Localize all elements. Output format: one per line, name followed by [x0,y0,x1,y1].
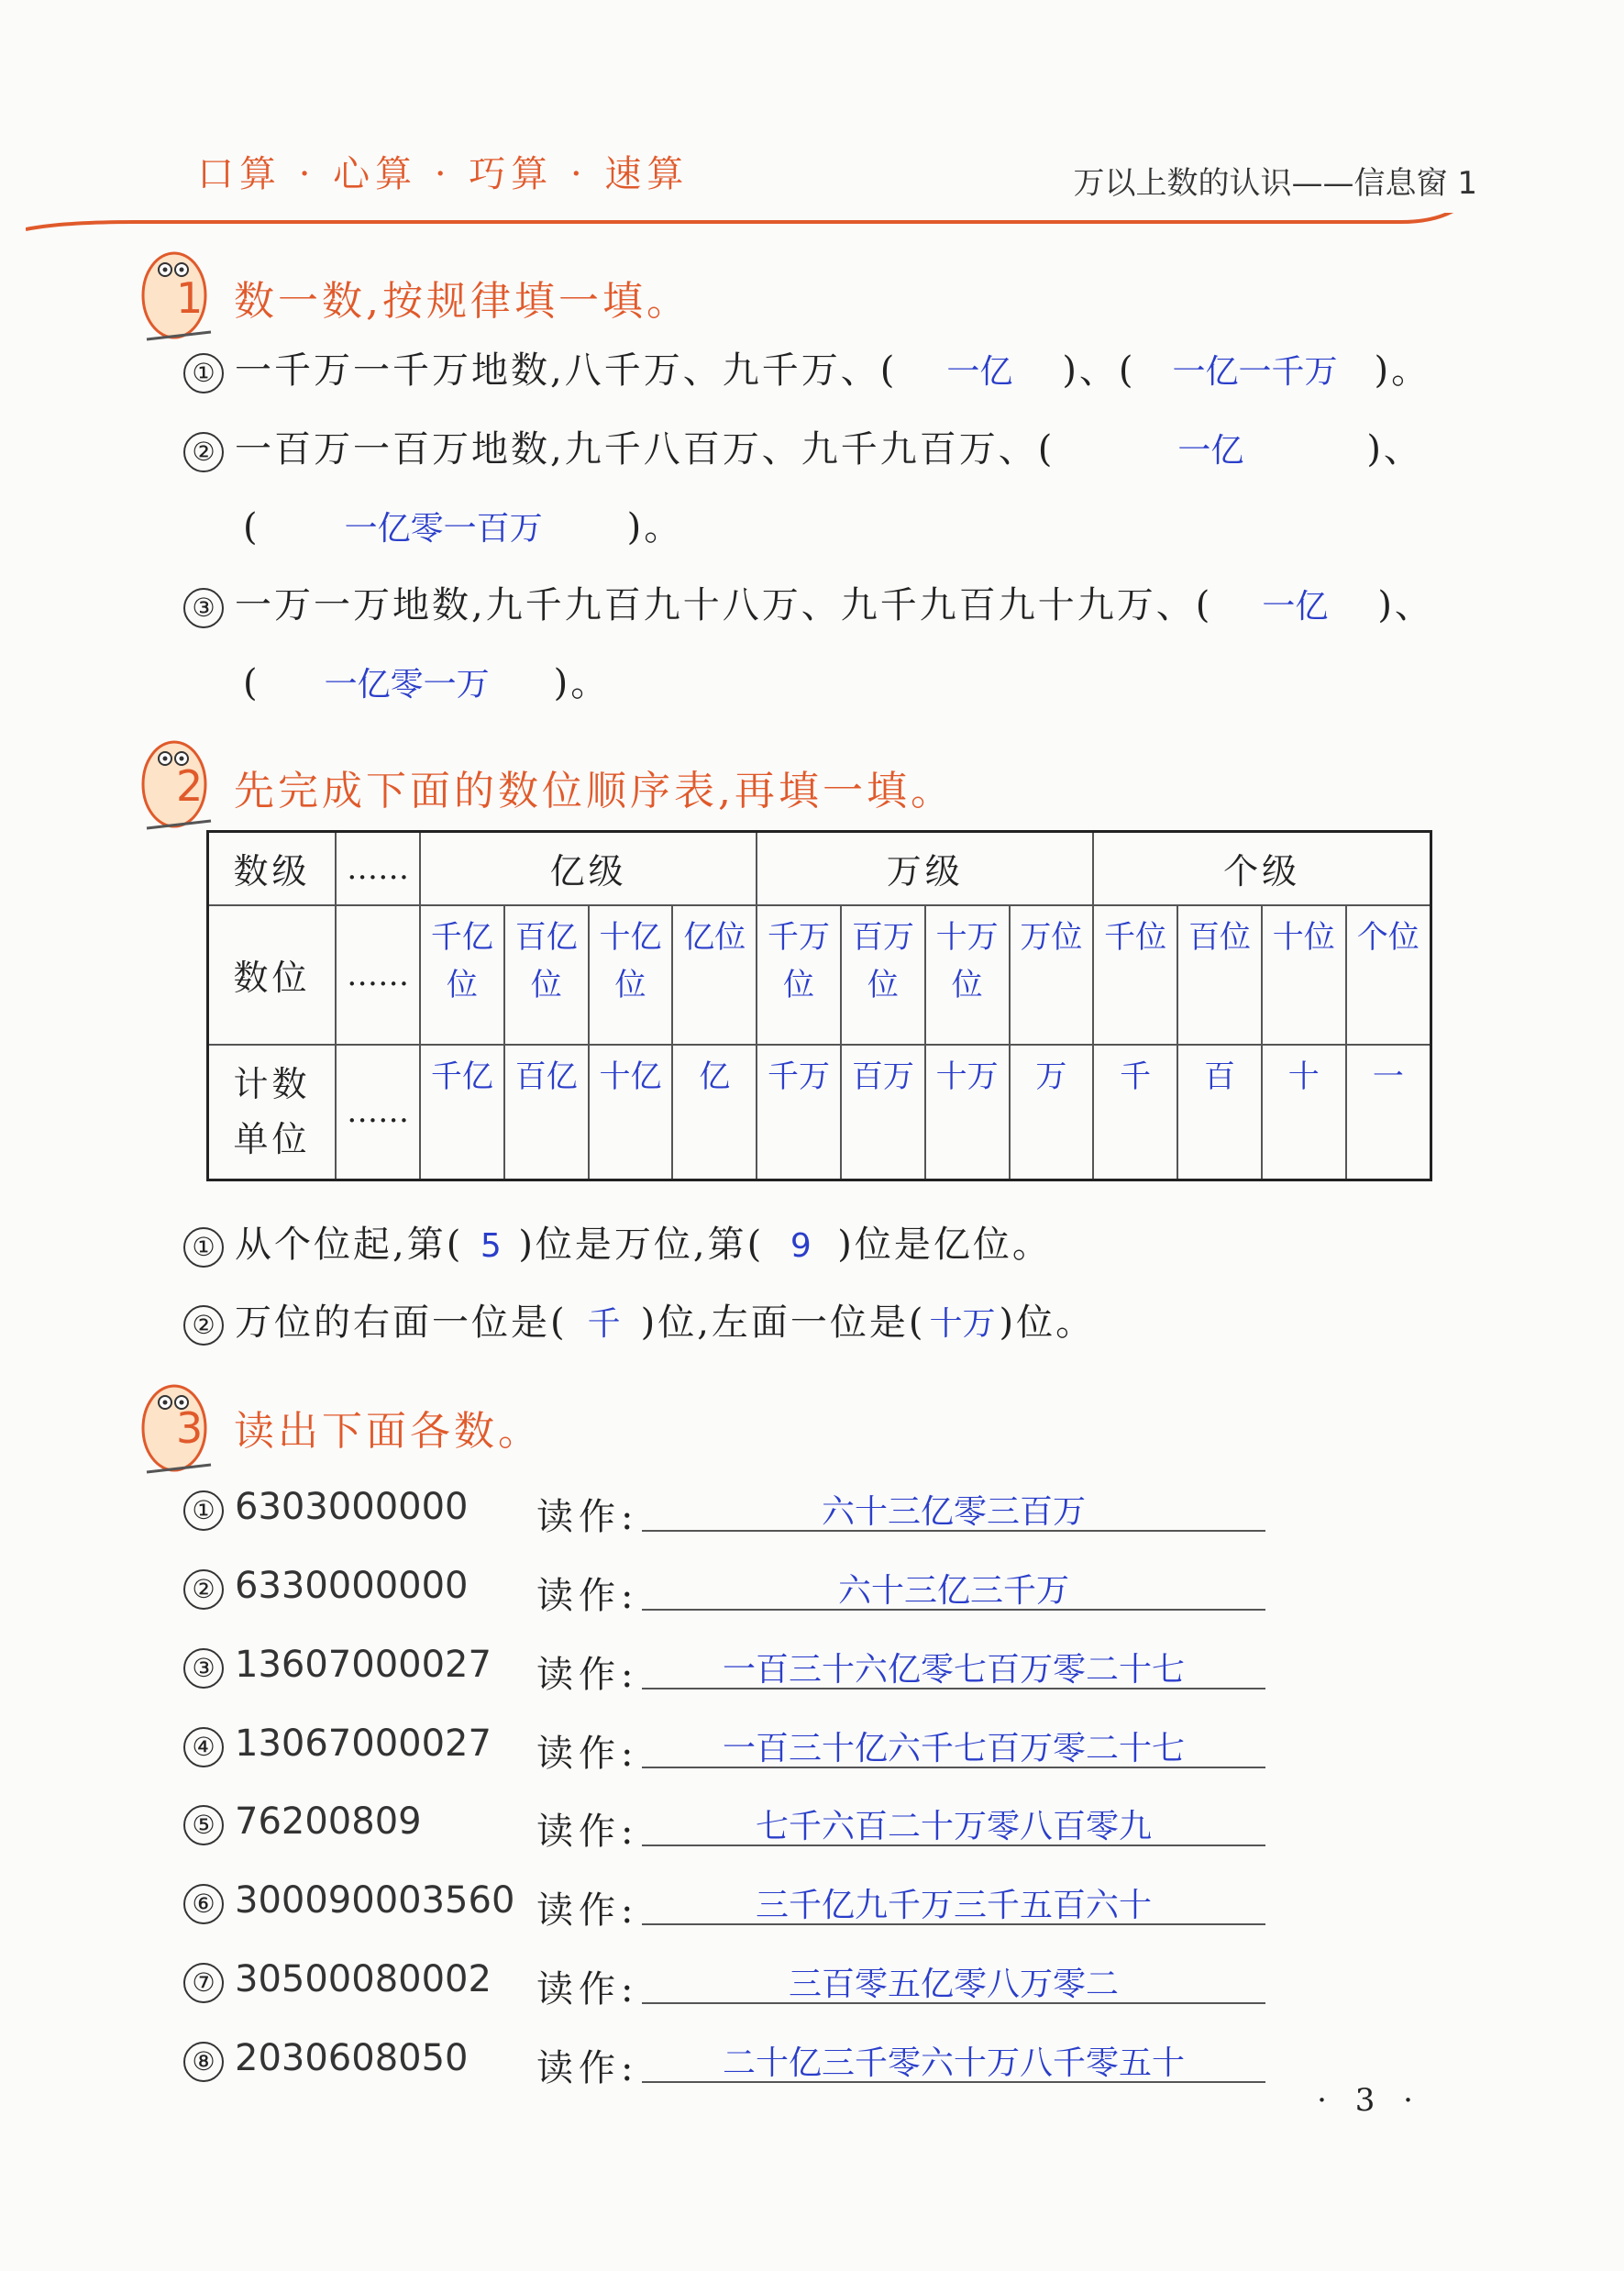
number-to-read: 6330000000 [235,1565,469,1607]
reading-answer: 六十三亿零三百万 [642,1486,1265,1532]
read-row: ⑦ 30500080002 [183,1958,492,2003]
answer: 一亿 [1262,588,1329,626]
s1-item-2-cont: ( 一亿零一百万 )。 [243,498,683,550]
read-row: ② 6330000000 [183,1565,469,1610]
s2-question-1: ① 从个位起,第( 5 )位是万位,第( 9 )位是亿位。 [183,1215,1052,1268]
read-row: ④ 13067000027 [183,1723,492,1767]
number-to-read: 6303000000 [235,1486,469,1528]
row-label-unit: 计数 单位 [208,1045,337,1180]
place-cell: 百位 [1177,905,1262,1045]
read-label: 读作: [536,1968,639,2011]
row-label-level: 数级 [208,832,337,905]
place-cell: 万位 [1010,905,1094,1045]
unit-cell: 万 [1010,1045,1094,1180]
section1-number: 1 [176,273,204,323]
number-to-read: 2030608050 [235,2037,469,2079]
section3-number: 3 [176,1403,204,1453]
place-cell: 十亿 位 [589,905,673,1045]
dots: …… [336,1045,420,1180]
header-divider [26,213,1493,240]
level-wan: 万级 [757,832,1093,905]
s1-item-1: ① 一千万一千万地数,八千万、九千万、( 一亿 )、( 一亿一千万 )。 [183,341,1431,393]
answer: 一亿 [946,353,1013,391]
place-cell: 十万 位 [925,905,1010,1045]
place-cell: 亿位 [672,905,757,1045]
answer: 一亿一千万 [1172,353,1338,391]
reading-answer: 二十亿三千零六十万八千零五十 [642,2037,1265,2083]
unit-cell: 千万 [757,1045,841,1180]
reading-answer: 一百三十六亿零七百万零二十七 [642,1644,1265,1689]
header-left: 口算 · 心算 · 巧算 · 速算 [197,153,690,195]
row-label-place: 数位 [208,905,337,1045]
answer: 十万 [929,1305,996,1343]
dots: …… [336,905,420,1045]
unit-cell: 一 [1346,1045,1431,1180]
s1-item-3-cont: ( 一亿零一万 )。 [243,654,610,706]
answer: 9 [790,1227,812,1265]
section1-title: 数一数,按规律填一填。 [234,278,690,325]
read-label: 读作: [536,1889,639,1932]
read-label: 读作: [536,1496,639,1538]
read-label: 读作: [536,1654,639,1696]
s1-item-3: ③ 一万一万地数,九千九百九十八万、九千九百九十九万、( 一亿 )、 [183,576,1434,628]
header-right: 万以上数的认识——信息窗 1 [1073,165,1477,202]
unit-cell: 百万 [841,1045,925,1180]
read-row: ③ 13607000027 [183,1644,492,1689]
level-yi: 亿级 [420,832,757,905]
place-cell: 十位 [1262,905,1346,1045]
place-cell: 千万 位 [757,905,841,1045]
unit-cell: 十 [1262,1045,1346,1180]
read-label: 读作: [536,2047,639,2089]
place-cell: 百亿 位 [504,905,589,1045]
unit-cell: 百 [1177,1045,1262,1180]
answer: 千 [587,1305,621,1343]
number-to-read: 76200809 [235,1800,422,1843]
unit-cell: 千亿 [420,1045,504,1180]
section3-title: 读出下面各数。 [234,1408,542,1455]
number-to-read: 13067000027 [235,1723,492,1765]
unit-cell: 亿 [672,1045,757,1180]
unit-cell: 十万 [925,1045,1010,1180]
read-row: ⑤ 76200809 [183,1800,422,1845]
s1-item-2: ② 一百万一百万地数,九千八百万、九千九百万、( 一亿 )、 [183,420,1423,472]
reading-answer: 三千亿九千万三千五百六十 [642,1879,1265,1925]
section2-number: 2 [176,761,204,811]
place-value-table [206,830,1432,1181]
reading-answer: 七千六百二十万零八百零九 [642,1800,1265,1846]
read-label: 读作: [536,1733,639,1775]
place-cell: 千亿 位 [420,905,504,1045]
unit-cell: 十亿 [589,1045,673,1180]
reading-answer: 六十三亿三千万 [642,1565,1265,1611]
number-to-read: 30500080002 [235,1958,492,2000]
read-label: 读作: [536,1811,639,1853]
answer: 5 [480,1227,502,1265]
read-label: 读作: [536,1575,639,1617]
unit-cell: 千 [1093,1045,1177,1180]
reading-answer: 一百三十亿六千七百万零二十七 [642,1723,1265,1768]
place-cell: 千位 [1093,905,1177,1045]
s2-question-2: ② 万位的右面一位是( 千 )位,左面一位是( 十万 )位。 [183,1293,1095,1346]
place-cell: 百万 位 [841,905,925,1045]
level-ge: 个级 [1093,832,1431,905]
page-number: · 3 · [1317,2082,1422,2119]
section2-title: 先完成下面的数位顺序表,再填一填。 [234,768,955,814]
place-cell: 个位 [1346,905,1431,1045]
number-to-read: 13607000027 [235,1644,492,1686]
reading-answer: 三百零五亿零八万零二 [642,1958,1265,2004]
number-to-read: 300090003560 [235,1879,515,1922]
unit-cell: 百亿 [504,1045,589,1180]
dots: …… [336,832,420,905]
answer: 一亿零一万 [324,666,490,703]
answer: 一亿零一百万 [344,510,543,548]
read-row: ① 6303000000 [183,1486,469,1531]
read-row: ⑧ 2030608050 [183,2037,469,2082]
read-row: ⑥ 300090003560 [183,1879,514,1924]
answer: 一亿 [1177,432,1244,470]
